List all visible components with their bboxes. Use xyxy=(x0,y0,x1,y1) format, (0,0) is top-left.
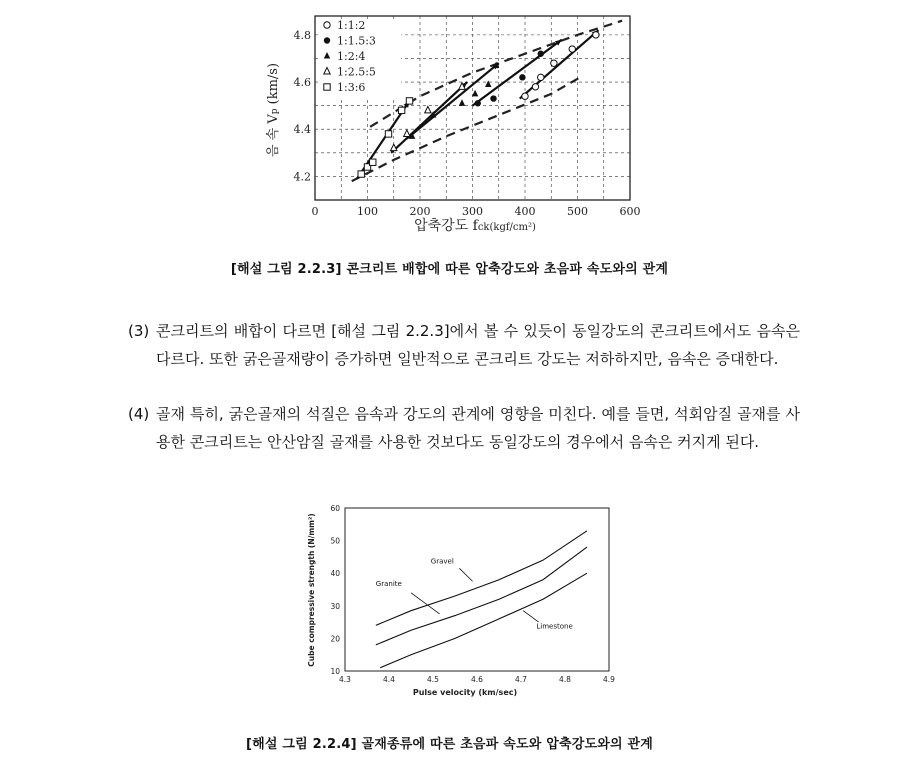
x-tick-label: 0 xyxy=(311,205,319,218)
x-axis-label: 압축강도 fck(kgf/cm²) xyxy=(414,218,536,234)
data-point xyxy=(569,46,575,52)
x-tick-label: 4.9 xyxy=(603,675,615,684)
upper-envelope-curve xyxy=(370,21,622,127)
legend-label: 1:3:6 xyxy=(337,81,366,94)
paragraph-text: 콘크리트의 배합이 다르면 [해설 그림 2.2.3]에서 볼 수 있듯이 동일강도의 콘크리트에서도 음속은 다르다. 또한 굵은골재량이 증가하면 일반적으로 콘크리트 강도는 저하하지만, 음속은 증대한다. xyxy=(156,322,800,368)
series-line xyxy=(376,531,587,626)
data-point xyxy=(398,107,404,113)
x-tick-label: 4.5 xyxy=(427,675,439,684)
data-point xyxy=(593,32,599,38)
legend xyxy=(319,19,401,100)
x-axis-label: Pulse velocity (km/sec) xyxy=(412,688,518,697)
leader-line xyxy=(459,568,472,581)
y-tick-label: 4.6 xyxy=(293,76,311,90)
data-point xyxy=(475,100,481,106)
x-tick-label: 4.8 xyxy=(559,675,571,684)
x-tick-label: 4.3 xyxy=(339,675,351,684)
x-tick-label: 4.7 xyxy=(515,675,527,684)
legend-label: 1:1:2 xyxy=(337,19,366,32)
figure2-chart xyxy=(300,500,620,700)
figure1-caption: [해설 그림 2.2.3] 콘크리트 배합에 따른 압축강도와 초음파 속도와의 관계 xyxy=(230,262,669,277)
leader-line xyxy=(523,611,538,622)
data-point xyxy=(385,131,391,137)
y-tick-label: 20 xyxy=(330,634,340,644)
series-label-gravel: Gravel xyxy=(430,557,454,566)
data-point xyxy=(358,171,364,177)
data-point xyxy=(406,98,412,104)
y-axis-label-text: 음 속 Vp(km/s) xyxy=(255,0,263,1)
series-label-limestone: Limestone xyxy=(536,622,573,631)
data-point xyxy=(472,90,478,97)
data-point xyxy=(551,60,557,66)
y-tick-label: 10 xyxy=(330,667,340,676)
x-tick-label: 4.4 xyxy=(383,675,395,684)
figure1-chart xyxy=(255,0,655,249)
legend-label: 1:2:4 xyxy=(337,50,366,63)
x-tick-label: 300 xyxy=(462,205,483,218)
plot-frame xyxy=(345,508,609,671)
data-point xyxy=(490,95,496,101)
data-point xyxy=(485,80,491,87)
x-tick-label: 4.6 xyxy=(471,675,483,684)
legend-label: 1:2.5:5 xyxy=(337,65,376,79)
y-axis-label: Cube compressive strength (N/mm²) xyxy=(307,513,316,667)
ticks xyxy=(330,504,615,684)
paragraph-3 xyxy=(128,318,800,373)
data-point xyxy=(532,84,538,90)
data-point xyxy=(370,159,376,165)
y-tick-label: 30 xyxy=(330,601,340,611)
data-point xyxy=(522,93,528,99)
data-point xyxy=(519,74,525,80)
data-point xyxy=(404,130,410,137)
series-label-granite: Granite xyxy=(375,580,402,589)
paragraph-number: (4) xyxy=(128,405,150,423)
series-lines xyxy=(376,531,587,668)
paragraph-text: 골재 특히, 굵은골재의 석질은 음속과 강도의 관계에 영향을 미친다. 예를 들면, 석회암질 골재를 사용한 콘크리트는 안산암질 골재를 사용한 것보다도 동일강도의 경우에서 음속은 커지게 된다. xyxy=(156,405,800,451)
legend-marker xyxy=(324,37,330,43)
legend-marker xyxy=(324,22,330,28)
data-point xyxy=(538,74,544,80)
x-tick-label: 400 xyxy=(514,205,536,218)
y-tick-label: 4.2 xyxy=(293,170,311,184)
series-line xyxy=(380,573,587,668)
figure2-caption: [해설 그림 2.2.4] 골재종류에 따른 초음파 속도와 압축강도와의 관계 xyxy=(245,737,654,752)
paragraph-4 xyxy=(128,401,800,456)
y-tick-label: 60 xyxy=(330,504,340,513)
data-point xyxy=(538,51,544,57)
data-point xyxy=(459,99,465,106)
data-point xyxy=(425,106,431,113)
legend-marker xyxy=(324,84,330,90)
y-axis-label: 음 속 Vp (km/s) xyxy=(266,62,281,158)
paragraph-number: (3) xyxy=(128,322,150,340)
x-tick-label: 500 xyxy=(567,205,588,218)
series-line xyxy=(407,63,499,138)
x-axis-label-text: 압축강도 fck(kgf/cm²) xyxy=(469,248,481,249)
x-tick-label: 100 xyxy=(357,205,378,218)
x-tick-label: 600 xyxy=(619,205,641,218)
y-tick-label: 4.4 xyxy=(293,123,311,137)
y-tick-label: 4.8 xyxy=(293,28,311,42)
x-tick-label: 200 xyxy=(409,205,431,218)
y-tick-label: 50 xyxy=(330,536,340,546)
y-tick-label: 40 xyxy=(330,569,340,579)
legend-label: 1:1.5:3 xyxy=(337,34,376,48)
leader-line xyxy=(411,593,440,614)
series-labels xyxy=(376,557,573,630)
